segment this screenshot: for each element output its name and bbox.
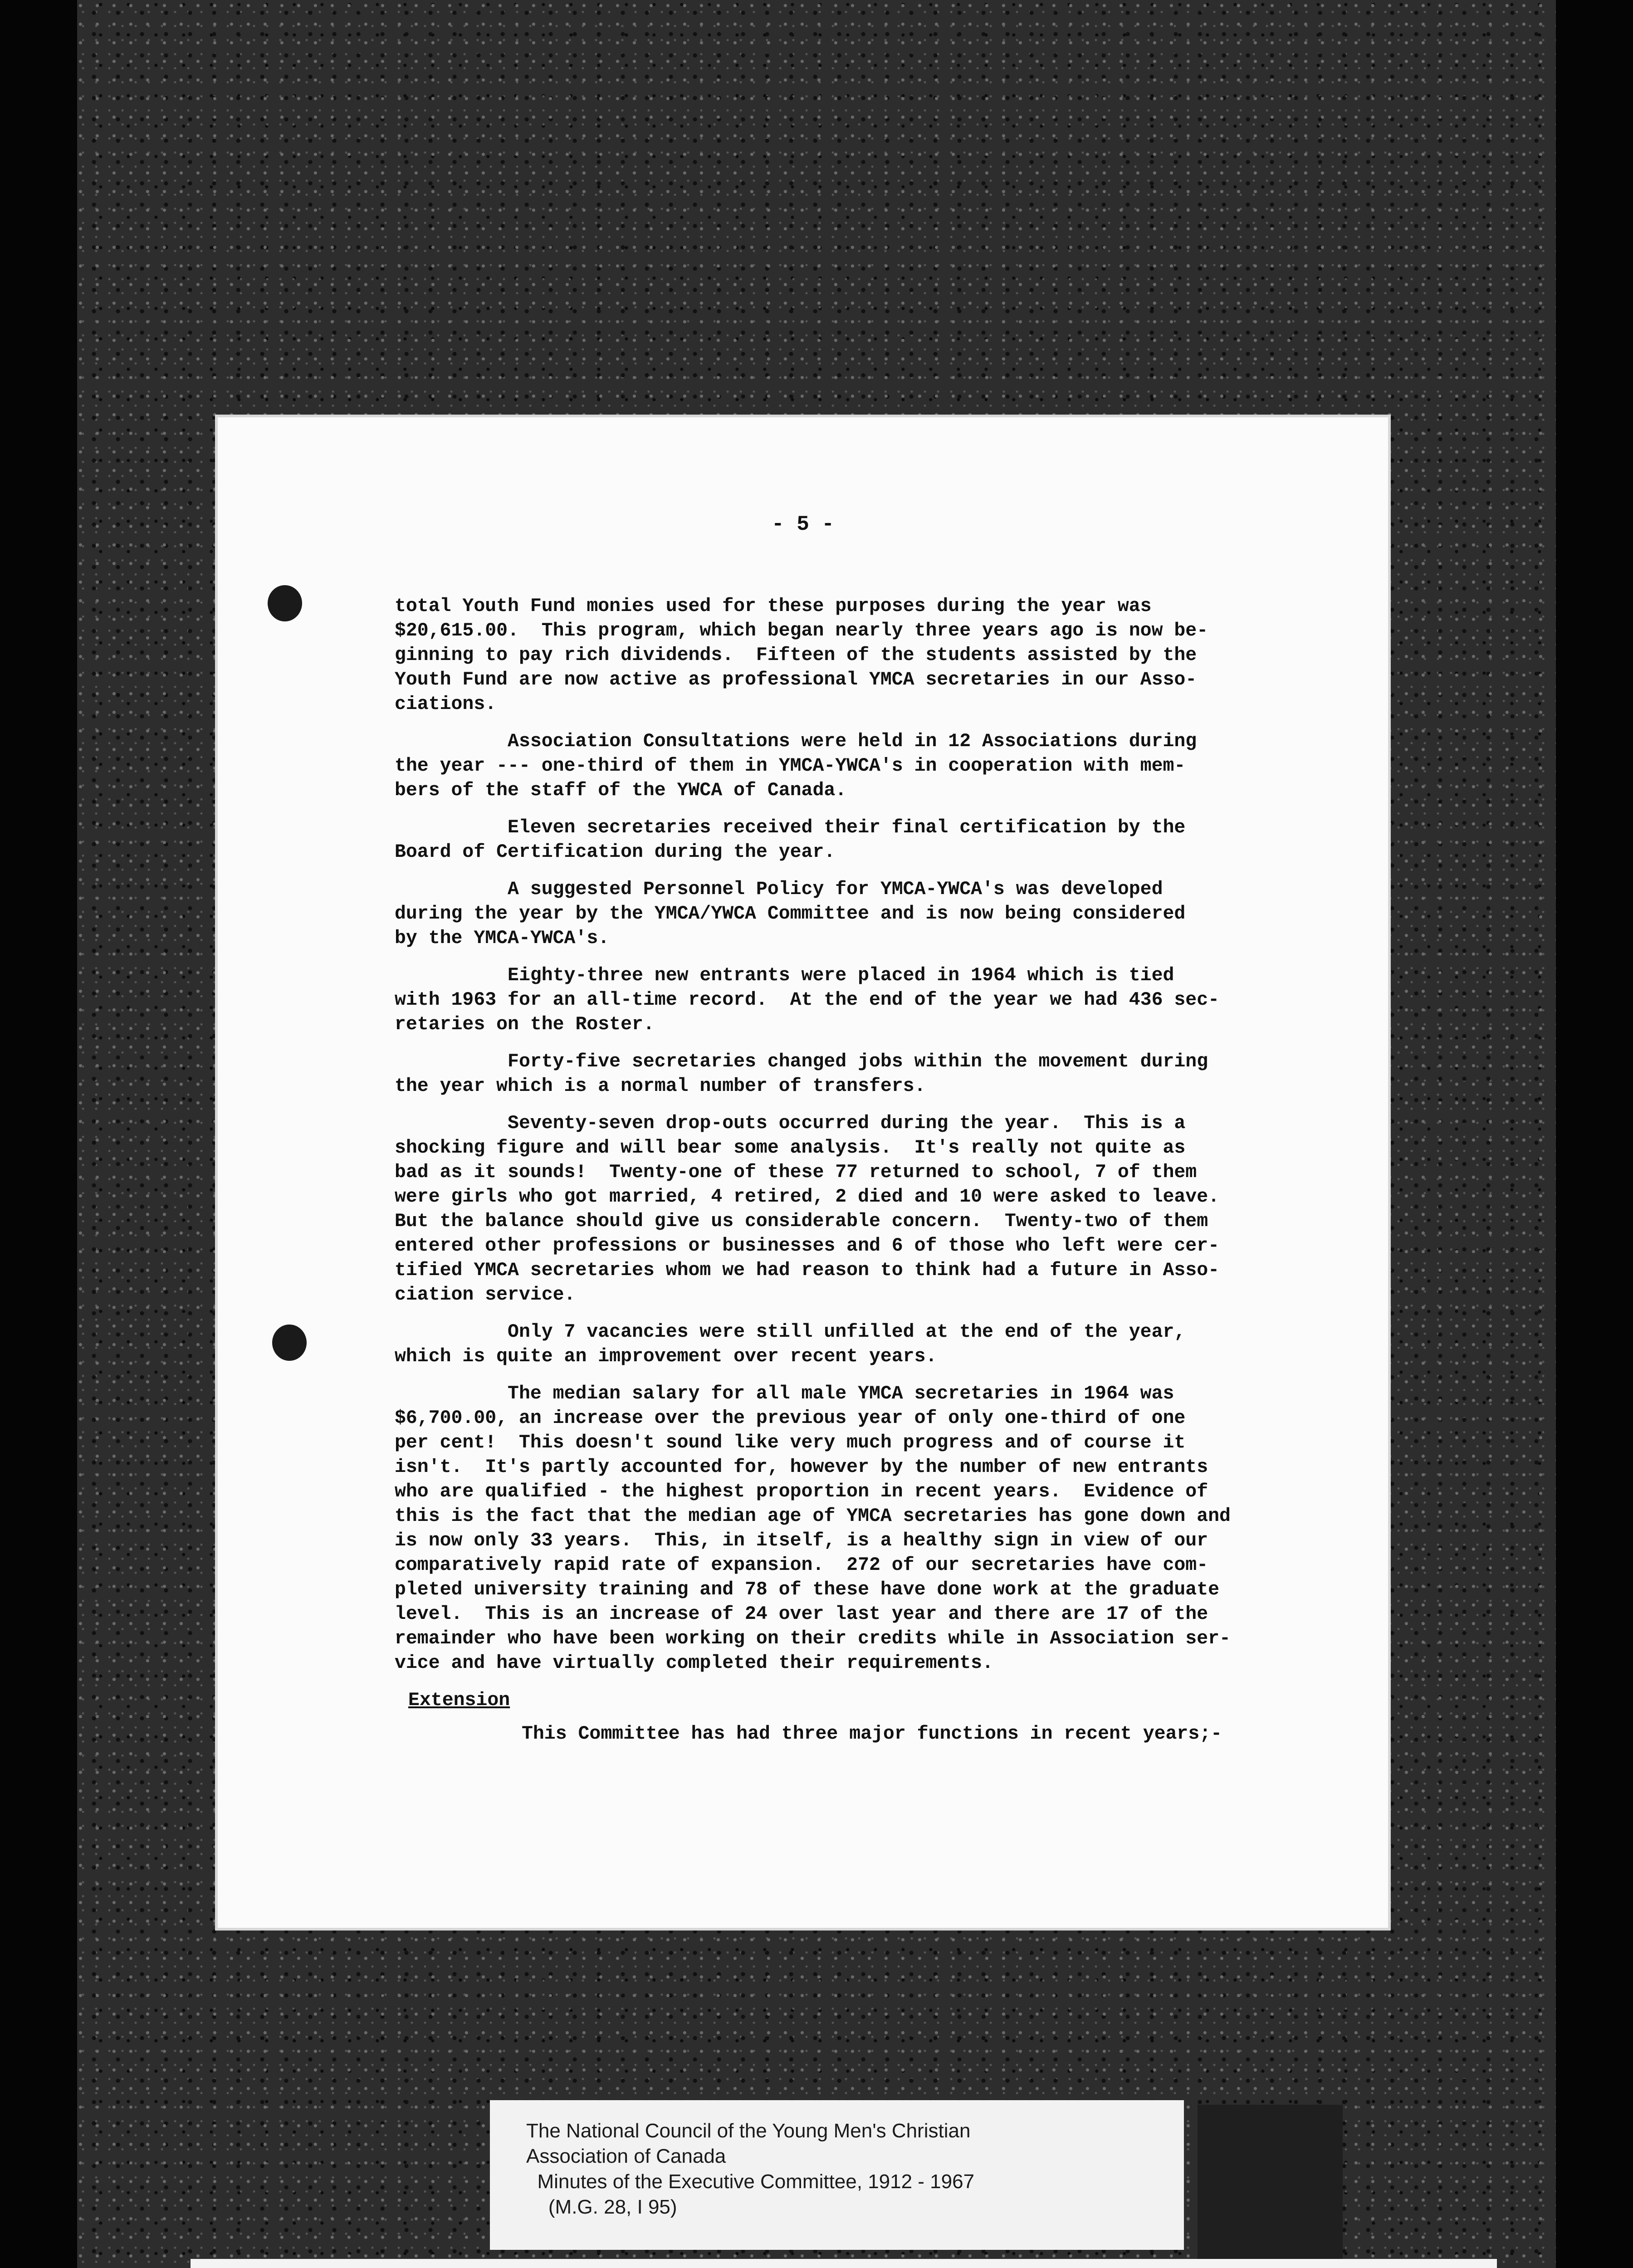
label-line: Association of Canada bbox=[526, 2145, 726, 2167]
catalogue-label bbox=[490, 2100, 1184, 2250]
document-page bbox=[218, 417, 1388, 1928]
text-line: tified YMCA secretaries whom we had reason to think had a future in Asso- bbox=[395, 1260, 1219, 1281]
tape-clip bbox=[1198, 2105, 1343, 2268]
text-line: Association Consultations were held in 12 Associations during bbox=[395, 731, 1197, 752]
text-line: bers of the staff of the YWCA of Canada. bbox=[395, 780, 847, 801]
text-line: which is quite an improvement over recent years. bbox=[395, 1346, 937, 1367]
text-line: total Youth Fund monies used for these purposes during the year was bbox=[395, 596, 1152, 617]
text-line: bad as it sounds! Twenty-one of these 77 returned to school, 7 of them bbox=[395, 1162, 1197, 1183]
text-line: the year --- one-third of them in YMCA-YWCA's in cooperation with mem- bbox=[395, 755, 1186, 777]
text-line: per cent! This doesn't sound like very much progress and of course it bbox=[395, 1432, 1186, 1453]
archives-stamp bbox=[191, 2259, 1497, 2268]
text-line: is now only 33 years. This, in itself, is a healthy sign in view of our bbox=[395, 1530, 1208, 1551]
text-line: Youth Fund are now active as professional YMCA secretaries in our Asso- bbox=[395, 669, 1197, 690]
text-line: level. This is an increase of 24 over last year and there are 17 of the bbox=[395, 1603, 1208, 1625]
text-line: $20,615.00. This program, which began nearly three years ago is now be- bbox=[395, 620, 1208, 641]
text-line: pleted university training and 78 of these have done work at the graduate bbox=[395, 1579, 1219, 1600]
label-line: (M.G. 28, I 95) bbox=[526, 2196, 677, 2218]
text-line: $6,700.00, an increase over the previous year of only one-third of one bbox=[395, 1408, 1186, 1429]
paragraph bbox=[395, 816, 1257, 865]
text-line: comparatively rapid rate of expansion. 272 of our secretaries have com- bbox=[395, 1554, 1208, 1576]
text-line: ginning to pay rich dividends. Fifteen of the students assisted by the bbox=[395, 645, 1197, 666]
page-number: - 5 - bbox=[771, 513, 835, 536]
film-edge-right bbox=[1556, 0, 1633, 2268]
text-line: the year which is a normal number of transfers. bbox=[395, 1075, 926, 1097]
text-line: Only 7 vacancies were still unfilled at the end of the year, bbox=[395, 1321, 1186, 1343]
text-line: entered other professions or businesses and 6 of those who left were cer- bbox=[395, 1235, 1219, 1256]
text-line: who are qualified - the highest proportion in recent years. Evidence of bbox=[395, 1481, 1208, 1502]
text-line: Seventy-seven drop-outs occurred during the year. This is a bbox=[395, 1113, 1186, 1134]
text-line: this is the fact that the median age of YMCA secretaries has gone down and bbox=[395, 1505, 1231, 1527]
document-body bbox=[395, 594, 1257, 1746]
text-line: shocking figure and will bear some analysis. It's really not quite as bbox=[395, 1137, 1186, 1158]
text-line: isn't. It's partly accounted for, however by the number of new entrants bbox=[395, 1457, 1208, 1478]
text-line: A suggested Personnel Policy for YMCA-YWCA's was developed bbox=[395, 879, 1163, 900]
paragraph bbox=[395, 729, 1257, 803]
text-line: ciations. bbox=[395, 694, 497, 715]
paragraph bbox=[395, 1050, 1257, 1099]
section-heading: Extension bbox=[408, 1690, 510, 1711]
text-line: were girls who got married, 4 retired, 2 died and 10 were asked to leave. bbox=[395, 1186, 1219, 1207]
text-line: during the year by the YMCA/YWCA Committee and is now being considered bbox=[395, 903, 1186, 924]
closing-line: This Committee has had three major functions in recent years;- bbox=[522, 1723, 1222, 1745]
text-line: Eleven secretaries received their final certification by the bbox=[395, 817, 1186, 838]
punch-hole-bottom bbox=[272, 1325, 307, 1361]
text-line: Board of Certification during the year. bbox=[395, 841, 836, 863]
text-line: vice and have virtually completed their requirements. bbox=[395, 1652, 993, 1674]
paragraph bbox=[395, 963, 1257, 1037]
text-line: The median salary for all male YMCA secretaries in 1964 was bbox=[395, 1383, 1174, 1404]
punch-hole-top bbox=[268, 585, 302, 621]
text-line: remainder who have been working on their credits while in Association ser- bbox=[395, 1628, 1231, 1649]
text-line: by the YMCA-YWCA's. bbox=[395, 928, 610, 949]
paragraph bbox=[395, 594, 1257, 717]
text-line: But the balance should give us considerable concern. Twenty-two of them bbox=[395, 1211, 1208, 1232]
text-line: Forty-five secretaries changed jobs within the movement during bbox=[395, 1051, 1208, 1072]
label-line: Minutes of the Executive Committee, 1912 - 1967 bbox=[526, 2170, 975, 2193]
text-line: retaries on the Roster. bbox=[395, 1014, 655, 1035]
paragraph bbox=[395, 1111, 1257, 1307]
film-edge-left bbox=[0, 0, 77, 2268]
label-text bbox=[526, 2118, 974, 2220]
paragraph bbox=[395, 1320, 1257, 1369]
paragraph-list bbox=[395, 594, 1257, 1676]
paragraph bbox=[395, 877, 1257, 951]
text-line: with 1963 for an all-time record. At the end of the year we had 436 sec- bbox=[395, 989, 1219, 1011]
text-line: ciation service. bbox=[395, 1284, 576, 1305]
paragraph bbox=[395, 1382, 1257, 1676]
label-line: The National Council of the Young Men's Christian bbox=[526, 2120, 971, 2142]
text-line: Eighty-three new entrants were placed in 1964 which is tied bbox=[395, 965, 1174, 986]
